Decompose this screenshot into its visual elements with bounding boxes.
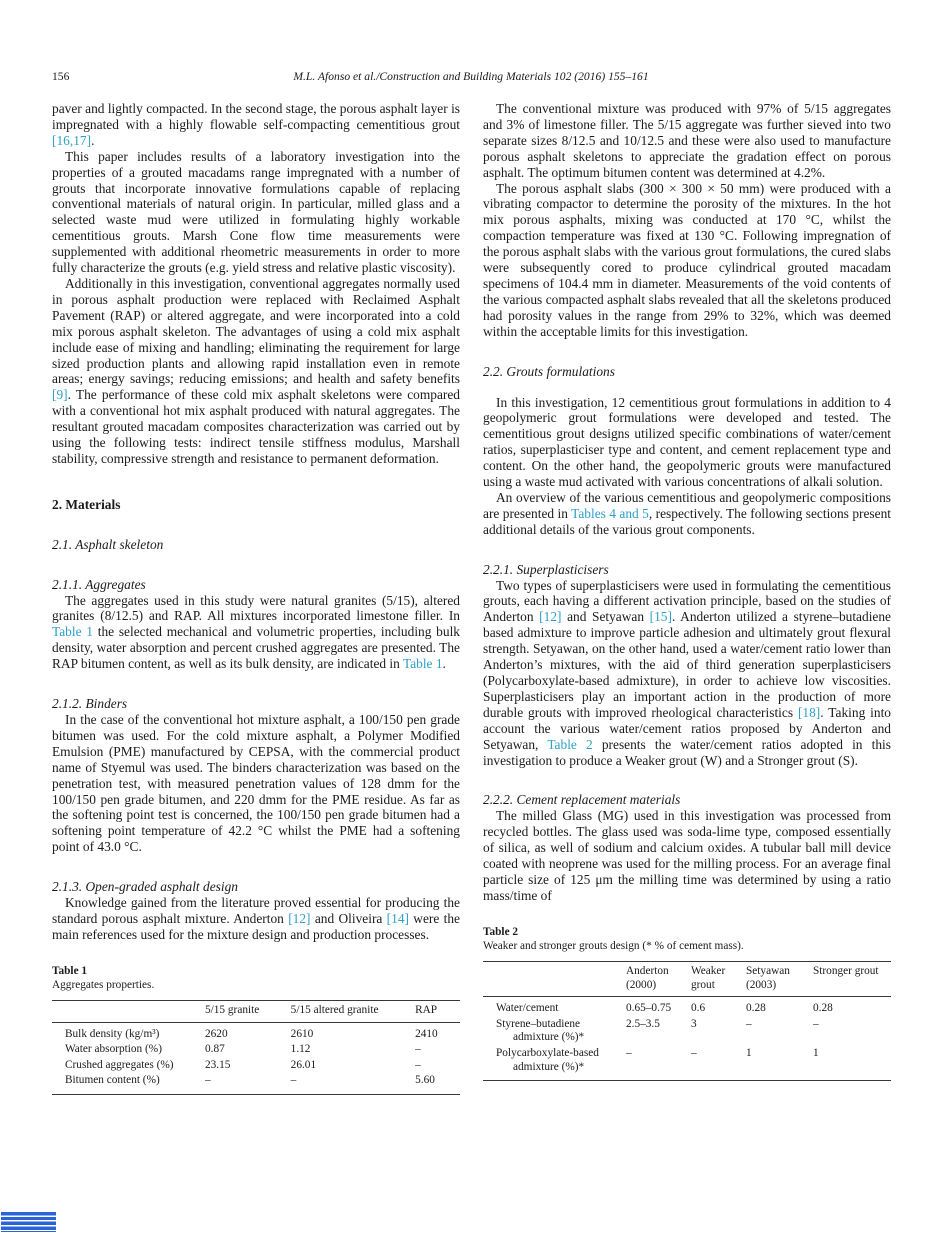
cell-value: – xyxy=(746,1017,752,1030)
table-label: Table 1 xyxy=(52,964,88,977)
section-heading: 2.2. Grouts formulations xyxy=(483,363,615,379)
row-label: Water/cement xyxy=(496,1002,559,1015)
row-label: Crushed aggregates (%) xyxy=(65,1058,174,1071)
column-header: Anderton (2000) xyxy=(626,961,691,996)
citation-link[interactable]: [14] xyxy=(386,910,409,926)
table-row xyxy=(52,1073,460,1094)
section-heading: 2.1. Asphalt skeleton xyxy=(52,536,164,552)
citation-link[interactable]: Table 1 xyxy=(402,656,443,672)
cell-value: – xyxy=(415,1043,421,1056)
paragraph: In this investigation, 12 cementitious grout formulations in addition to 4 geopolymeric grout formulations were developed and tested. The cementitious grout designs utilized specific combinations of water/cement ratios, superplasticiser type and content, and cement replacement type and content. On the other hand, the geopolymeric grouts were manufactured using a waste mud activated with various concentrations of alkali solution. xyxy=(483,394,891,490)
cell-value: 0.87 xyxy=(205,1043,225,1056)
cell-value: 23.15 xyxy=(205,1058,231,1071)
left-column xyxy=(52,101,460,1095)
row-label: Polycarboxylate-based admixture (%)* xyxy=(496,1046,599,1073)
cell-value: 2.5–3.5 xyxy=(626,1017,660,1030)
paragraph: Knowledge gained from the literature proved essential for producing the standard porous asphalt mixture. Anderton [12] and Oliveira [14] were the main references used for the mixture design and production processes. xyxy=(52,895,460,942)
table-row xyxy=(52,1042,460,1058)
paragraph: The milled Glass (MG) used in this investigation was processed from recycled bottles. The glass used was soda-lime type, composed essentially of silica, as well of sodium and calcium oxides. A tubular ball mill device coated with neoprene was used for the milling process. For an average final particle size of 125 μm the milling time was determined by using a ratio mass/time of xyxy=(483,808,891,903)
table-caption: Weaker and stronger grouts design (* % of cement mass). xyxy=(483,940,744,953)
row-label: Bulk density (kg/m³) xyxy=(65,1027,160,1040)
cell-value: 2410 xyxy=(415,1027,438,1040)
cell-value: 1.12 xyxy=(290,1043,311,1056)
section-heading: 2.2.1. Superplasticisers xyxy=(483,561,609,577)
cell-value: 0.65–0.75 xyxy=(626,1002,672,1015)
table-caption: Aggregates properties. xyxy=(52,979,155,992)
citation-link[interactable]: Table 2 xyxy=(547,736,593,752)
cell-value: – xyxy=(290,1074,297,1087)
citation-link[interactable]: [9] xyxy=(52,387,68,403)
row-label: Bitumen content (%) xyxy=(65,1074,160,1087)
citation-link[interactable]: [15] xyxy=(649,609,672,625)
cell-value: 26.01 xyxy=(290,1058,317,1071)
cell-value: 1 xyxy=(813,1046,819,1059)
column-header: 5/15 altered granite xyxy=(291,1000,415,1022)
table-header-row xyxy=(483,961,891,996)
citation-link[interactable]: [16,17] xyxy=(52,132,92,148)
paragraph: The aggregates used in this study were natural granites (5/15), altered granites (8/12.5) and RAP. All mixtures incorporated limestone filler. In Table 1 the selected mechanical and volumetric properties, including bulk density, water absorption and percent crushed aggregates are presented. The RAP bitumen content, as well as its bulk density, are indicated in Table 1. xyxy=(52,592,460,672)
cell-value: 1 xyxy=(746,1046,752,1059)
paragraph: paver and lightly compacted. In the second stage, the porous asphalt layer is impregnated with a highly flowable self-compacting cementitious grout [16,17]. xyxy=(52,101,460,148)
corner-artifact xyxy=(1,1212,56,1232)
table-header-row xyxy=(52,1000,460,1022)
table-label: Table 2 xyxy=(483,925,519,938)
cell-value: – xyxy=(205,1074,211,1087)
page-header xyxy=(52,70,890,83)
citation-link[interactable]: Table 1 xyxy=(52,624,93,640)
section-heading: 2.1.1. Aggregates xyxy=(52,576,146,592)
column-header: Weaker grout xyxy=(691,961,746,996)
paragraph: Two types of superplasticisers were used in formulating the cementitious grouts, each having a different activation principle, based on the studies of Anderton [12] and Setyawan [15]. Anderton utilized a styrene–butadiene based admixture to improve particle adhesion and ultimately grout flexural strength. Setyawan, on the other hand, used a water/cement ratio lower than Anderton’s mixtures, with the aid of third generation superplasticisers (Polycarboxylate-based admixture), in order to achieve low viscosities. Superplasticisers play an important action in the production of more durable grouts with improved rheological characteristics [18]. Taking into account the various water/cement ratios proposed by Anderton and Setyawan, Table 2 presents the water/cement ratios adopted in this investigation to produce a Weaker grout (W) and a Stronger grout (S). xyxy=(483,577,891,768)
paragraph: Additionally in this investigation, conventional aggregates normally used in porous asphalt production were replaced with Reclaimed Asphalt Pavement (RAP) or altered aggregate, and were incorporated into a cold mix porous asphalt skeleton. The advantages of using a cold mix asphalt include ease of mixing and handling; eliminating the requirement for large sized production plants and allowing rapid installation even in remote areas; energy savings; reducing emissions; and health and safety benefits [9]. The performance of these cold mix asphalt skeletons were compared with a conventional hot mix asphalt produced with natural aggregates. The resultant grouted macadam composites characterization was carried out by using the following tests: indirect tensile stiffness modulus, Marshall stability, compressive strength and resistance to permanent deformation. xyxy=(52,275,460,466)
column-header: Stronger grout xyxy=(813,961,891,996)
data-table xyxy=(483,961,891,1081)
table-row xyxy=(52,1058,460,1074)
table-row xyxy=(52,1022,460,1042)
paragraph: An overview of the various cementitious and geopolymeric compositions are presented in Tables 4 and 5, respectively. The following sections present additional details of the various grout components. xyxy=(483,489,891,537)
citation-link[interactable]: [12] xyxy=(288,910,311,926)
cell-value: – xyxy=(626,1046,632,1059)
column-header xyxy=(52,1000,205,1022)
paragraph: The porous asphalt slabs (300 × 300 × 50 mm) were produced with a vibrating compactor to determine the porosity of the mixtures. In the hot mix porous asphalts, mixing was conducted at 170 °C, whilst the compaction temperature was fixed at 130 °C. Following impregnation of the porous asphalt slabs with the various grout formulations, the cured slabs were subsequently cored to produce cylindrical grouted macadam specimens of 104.4 mm in diameter. Measurements of the void contents of the various compacted asphalt slabs revealed that all the skeletons produced had porosity values in the range from 29% to 32%, which was deemed within the acceptable limits for this investigation. xyxy=(483,180,891,339)
citation-link[interactable]: [18] xyxy=(797,704,821,720)
paragraph: The conventional mixture was produced with 97% of 5/15 aggregates and 3% of limestone filler. The 5/15 aggregate was further sieved into two separate sizes 8/12.5 and 10/12.5 and these were also used to manufacture porous asphalt skeletons to appreciate the gradation effect on porous asphalt. The optimum bitumen content was determined at 4.2%. xyxy=(483,101,891,180)
right-column xyxy=(483,101,891,1095)
cell-value: 0.6 xyxy=(691,1002,706,1015)
cell-value: 0.28 xyxy=(813,1002,833,1015)
cell-value: 3 xyxy=(691,1017,697,1030)
cell-value: 2610 xyxy=(290,1027,314,1040)
section-heading: 2. Materials xyxy=(52,496,121,512)
table-block xyxy=(52,965,460,1095)
running-title: M.L. Afonso et al./Construction and Building Materials 102 (2016) 155–161 xyxy=(293,70,649,83)
column-header: Setyawan (2003) xyxy=(746,961,813,996)
table-row xyxy=(483,1046,891,1081)
row-label: Water absorption (%) xyxy=(65,1043,162,1056)
paragraph: This paper includes results of a laboratory investigation into the properties of a grouted macadams range impregnated with a number of grouts that incorporate innovative formulations capable of replacing conventional materials of natural origin. In particular, milled glass and a selected waste mud were utilized in formulating highly workable cementitious grouts. Marsh Cone flow time measurements were supplemented with additional rheometric measurements in order to more fully characterize the grouts (e.g. yield stress and relative plastic viscosity). xyxy=(52,148,460,276)
paragraph: In the case of the conventional hot mixture asphalt, a 100/150 pen grade bitumen was used. For the cold mixture asphalt, a Polymer Modified Emulsion (PME) manufactured by CEPSA, with the commercial product name of Styemul was used. The binders characterization was based on the penetration test, with measured penetration values of 128 dmm for the 100/150 pen grade bitumen, and 220 dmm for the PME residue. As far as the softening point test is concerned, the 100/150 pen grade bitumen had a softening point temperature of 42.2 °C whilst the PME had a softening point of 43.0 °C. xyxy=(52,712,460,855)
citation-link[interactable]: [12] xyxy=(539,609,562,625)
citation-link[interactable]: Tables 4 and 5 xyxy=(571,505,649,521)
section-heading: 2.1.3. Open-graded asphalt design xyxy=(52,879,238,895)
cell-value: – xyxy=(813,1017,819,1030)
column-header: 5/15 granite xyxy=(205,1000,291,1022)
cell-value: 5.60 xyxy=(415,1074,435,1087)
column-header xyxy=(483,961,626,996)
cell-value: 0.28 xyxy=(746,1002,766,1015)
table-row xyxy=(483,997,891,1017)
table-row xyxy=(483,1017,891,1046)
page-content xyxy=(52,101,891,1095)
data-table xyxy=(52,1000,460,1095)
column-header: RAP xyxy=(415,1000,460,1022)
cell-value: – xyxy=(691,1046,697,1059)
cell-value: 2620 xyxy=(205,1027,228,1040)
row-label: Styrene–butadiene admixture (%)* xyxy=(496,1017,585,1044)
page-number: 156 xyxy=(52,70,70,83)
cell-value: – xyxy=(415,1058,421,1071)
table-block xyxy=(483,926,891,1081)
section-heading: 2.2.2. Cement replacement materials xyxy=(483,792,681,808)
section-heading: 2.1.2. Binders xyxy=(52,696,128,712)
